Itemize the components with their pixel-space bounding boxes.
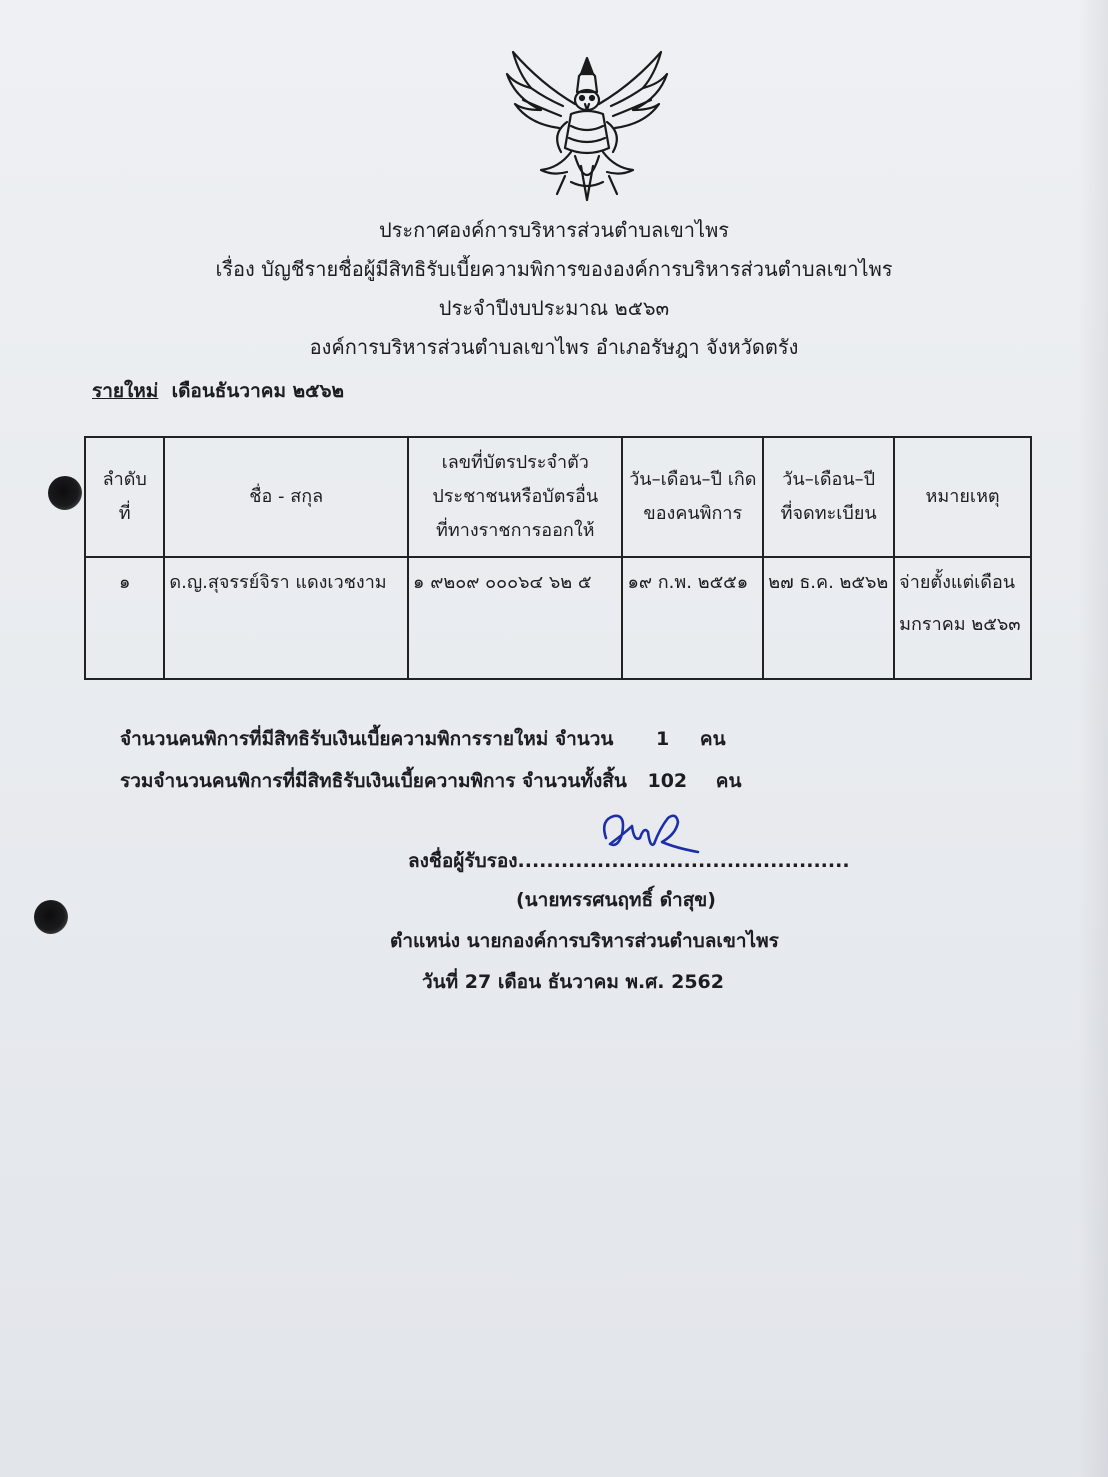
signatory-name: (นายทรรศนฤทธิ์ ดำสุข) xyxy=(516,889,716,911)
col-header-name: ชื่อ - สกุล xyxy=(164,437,408,557)
signature-date: วันที่ 27 เดือน ธันวาคม พ.ศ. 2562 xyxy=(422,971,724,993)
summary-new-unit: คน xyxy=(699,728,726,750)
beneficiary-table xyxy=(84,436,1032,680)
col-header-no: ลำดับ ที่ xyxy=(85,437,164,557)
col-header-dob: วัน–เดือน–ปี เกิด ของคนพิการ xyxy=(622,437,763,557)
subheading xyxy=(92,376,344,406)
col-header-note: หมายเหตุ xyxy=(894,437,1031,557)
announcement-subject: เรื่อง บัญชีรายชื่อผู้มีสิทธิรับเบี้ยความพิการขององค์การบริหารส่วนตำบลเขาไพร xyxy=(215,257,893,281)
summary-total-label: รวมจำนวนคนพิการที่มีสิทธิรับเงินเบี้ยความพิการ จำนวนทั้งสิ้น xyxy=(120,770,627,792)
summary-total-count: 102 xyxy=(647,770,688,792)
garuda-emblem xyxy=(501,44,673,204)
table-header-row xyxy=(85,437,1031,557)
cell-no: ๑ xyxy=(85,557,164,679)
table-row xyxy=(85,557,1031,679)
summary-total-unit: คน xyxy=(715,770,742,792)
summary-total xyxy=(120,766,741,796)
col-header-registered: วัน–เดือน–ปี ที่จดทะเบียน xyxy=(763,437,894,557)
punch-hole-bottom xyxy=(34,900,68,934)
fiscal-year: ประจำปีงบประมาณ ๒๕๖๓ xyxy=(438,296,670,320)
announcement-title: ประกาศองค์การบริหารส่วนตำบลเขาไพร xyxy=(378,218,730,242)
signatory-position: ตำแหน่ง นายกองค์การบริหารส่วนตำบลเขาไพร xyxy=(390,930,779,952)
cell-registered: ๒๗ ธ.ค. ๒๕๖๒ xyxy=(763,557,894,679)
summary-new-label: จำนวนคนพิการที่มีสิทธิรับเงินเบี้ยความพิการรายใหม่ จำนวน xyxy=(120,728,614,750)
col-header-id: เลขที่บัตรประจำตัว ประชาชนหรือบัตรอื่น ที่ทางราชการออกให้ xyxy=(408,437,622,557)
cell-name: ด.ญ.สุจรรย์จิรา แดงเวชงาม xyxy=(164,557,408,679)
summary-new-count: 1 xyxy=(656,728,670,750)
summary-new xyxy=(120,724,726,754)
punch-hole-top xyxy=(48,476,82,510)
cell-id: ๑ ๙๒๐๙ ๐๐๐๖๔ ๖๒ ๕ xyxy=(408,557,622,679)
signature-line: ลงชื่อผู้รับรอง.............................................. xyxy=(408,850,850,872)
cell-dob: ๑๙ ก.พ. ๒๕๕๑ xyxy=(622,557,763,679)
cell-note: จ่ายตั้งแต่เดือน มกราคม ๒๕๖๓ xyxy=(894,557,1031,679)
organization-location: องค์การบริหารส่วนตำบลเขาไพร อำเภอรัษฎา จังหวัดตรัง xyxy=(309,335,799,359)
month-label: เดือนธันวาคม ๒๕๖๒ xyxy=(171,380,345,402)
new-entries-label: รายใหม่ xyxy=(92,380,159,402)
